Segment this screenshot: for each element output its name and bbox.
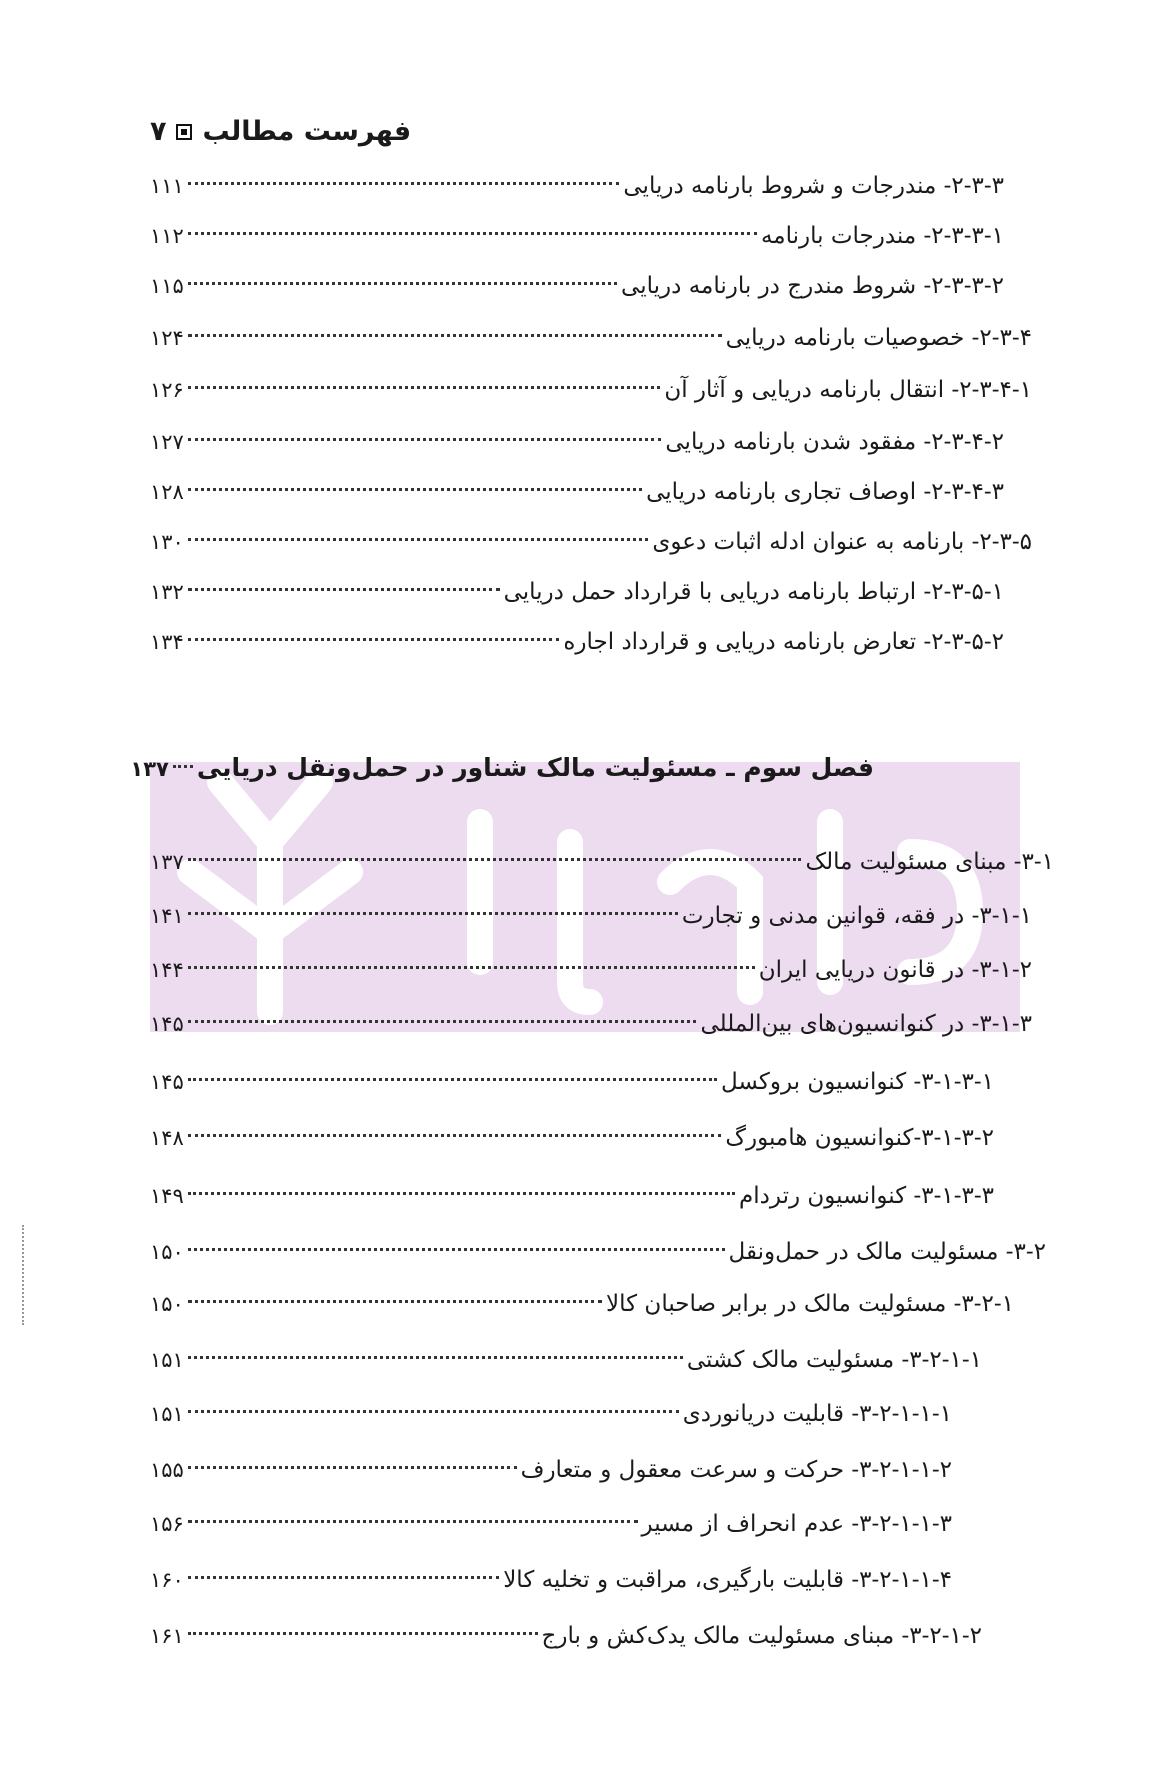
toc-entry-page: ۱۵۰ bbox=[150, 1240, 184, 1264]
toc-entry-page: ۱۱۵ bbox=[150, 274, 184, 298]
toc-entry-label: ۲-۳-۴-۱- انتقال بارنامه دریایی و آثار آن bbox=[664, 377, 1032, 403]
toc-entry-label: ۳-۱-۳-۲-کنوانسیون هامبورگ bbox=[725, 1125, 994, 1151]
toc-entry[interactable] bbox=[150, 266, 1004, 306]
toc-entry-label: ۳-۱-۳- در کنوانسیون‌های بین‌المللی bbox=[700, 1011, 1032, 1037]
toc-entry-label: ۲-۳-۴- خصوصیات بارنامه دریایی bbox=[725, 325, 1032, 351]
toc-entry-label: ۲-۳-۵-۱- ارتباط بارنامه دریایی با قرارداد حمل دریایی bbox=[503, 579, 1004, 605]
toc-entry-page: ۱۴۱ bbox=[150, 904, 184, 928]
toc-entry[interactable] bbox=[150, 1450, 952, 1490]
dot-leader bbox=[188, 1020, 697, 1023]
toc-entry[interactable] bbox=[150, 522, 1032, 562]
dot-leader bbox=[188, 1520, 638, 1523]
header-title: فهرست مطالب bbox=[202, 116, 412, 147]
toc-entry-label: ۳-۲-۱-۱- مسئولیت مالک کشتی bbox=[686, 1347, 982, 1373]
toc-entry-page: ۱۶۰ bbox=[150, 1568, 184, 1592]
toc-entry-label: ۳-۱-۱- در فقه، قوانین مدنی و تجارت bbox=[681, 903, 1032, 929]
chapter-page: ۱۳۷ bbox=[130, 757, 169, 781]
dot-leader bbox=[188, 1078, 717, 1081]
toc-entry-label: ۳-۲-۱-۱-۴- قابلیت بارگیری، مراقبت و تخلیه کالا bbox=[503, 1567, 952, 1593]
square-bullet-icon bbox=[176, 124, 192, 140]
dot-leader bbox=[188, 1576, 499, 1579]
toc-entry-label: ۳-۱-۳-۱- کنوانسیون بروکسل bbox=[720, 1069, 994, 1095]
toc-entry[interactable] bbox=[150, 318, 1032, 358]
toc-entry-page: ۱۴۸ bbox=[150, 1126, 184, 1150]
toc-entry-page: ۱۳۷ bbox=[150, 850, 184, 874]
toc-entry-page: ۱۵۱ bbox=[150, 1402, 184, 1426]
toc-entry-label: ۲-۳-۴-۳- اوصاف تجاری بارنامه دریایی bbox=[646, 479, 1004, 505]
toc-entry[interactable] bbox=[150, 1176, 994, 1216]
dot-leader bbox=[188, 232, 757, 235]
toc-entry[interactable] bbox=[150, 1340, 982, 1380]
toc-entry-page: ۱۳۲ bbox=[150, 580, 184, 604]
toc-entry[interactable] bbox=[150, 216, 1004, 256]
dot-leader bbox=[188, 858, 802, 861]
header-page-number: ۷ bbox=[150, 116, 167, 147]
toc-entry-page: ۱۱۲ bbox=[150, 224, 184, 248]
toc-entry-page: ۱۲۸ bbox=[150, 480, 184, 504]
toc-entry[interactable] bbox=[150, 1616, 982, 1656]
toc-entry-label: ۲-۳-۵-۲- تعارض بارنامه دریایی و قرارداد اجاره bbox=[563, 629, 1004, 655]
toc-entry-label: ۲-۳-۳-۲- شروط مندرج در بارنامه دریایی bbox=[621, 273, 1004, 299]
dot-leader bbox=[188, 1410, 679, 1413]
dot-leader bbox=[188, 538, 649, 541]
toc-entry-page: ۱۵۱ bbox=[150, 1348, 184, 1372]
toc-entry[interactable] bbox=[150, 896, 1032, 936]
toc-entry-label: ۳-۲- مسئولیت مالک در حمل‌ونقل bbox=[728, 1239, 1046, 1265]
toc-entry[interactable] bbox=[150, 622, 1004, 662]
toc-entry[interactable] bbox=[150, 1062, 994, 1102]
toc-entry-page: ۱۵۵ bbox=[150, 1458, 184, 1482]
toc-entry[interactable] bbox=[150, 950, 1032, 990]
dot-leader bbox=[188, 1356, 683, 1359]
toc-entry[interactable] bbox=[150, 1560, 952, 1600]
dot-leader bbox=[188, 1300, 602, 1303]
toc-entry-label: ۳-۲-۱-۲- مبنای مسئولیت مالک یدک‌کش و بارج bbox=[541, 1623, 982, 1649]
toc-entry[interactable] bbox=[150, 472, 1004, 512]
dot-leader bbox=[188, 438, 662, 441]
dot-leader bbox=[188, 588, 500, 591]
toc-entry-label: ۳-۱-۲- در قانون دریایی ایران bbox=[758, 957, 1032, 983]
toc-entry-page: ۱۲۷ bbox=[150, 430, 184, 454]
dot-leader bbox=[188, 966, 755, 969]
dot-leader bbox=[188, 1192, 735, 1195]
chapter-title: فصل سوم ـ مسئولیت مالک شناور در حمل‌ونقل دریایی bbox=[196, 753, 874, 782]
toc-entry-page: ۱۴۴ bbox=[150, 958, 184, 982]
toc-entry-label: ۳-۲-۱-۱-۳- عدم انحراف از مسیر bbox=[641, 1511, 952, 1537]
page-header bbox=[150, 116, 411, 147]
toc-entry[interactable] bbox=[150, 1394, 952, 1434]
toc-entry-page: ۱۱۱ bbox=[150, 174, 184, 198]
toc-entry-label: ۳-۱-۳-۳- کنوانسیون رتردام bbox=[739, 1183, 994, 1209]
chapter-heading[interactable] bbox=[130, 748, 874, 788]
toc-entry-page: ۱۳۴ bbox=[150, 630, 184, 654]
toc-entry[interactable] bbox=[150, 572, 1004, 612]
toc-entry-page: ۱۵۶ bbox=[150, 1512, 184, 1536]
dot-leader bbox=[188, 488, 642, 491]
toc-entry[interactable] bbox=[150, 370, 1032, 410]
toc-entry-label: ۲-۳-۵- بارنامه به عنوان ادله اثبات دعوی bbox=[652, 529, 1032, 555]
dot-leader bbox=[188, 1134, 722, 1137]
toc-entry-page: ۱۴۵ bbox=[150, 1012, 184, 1036]
toc-entry[interactable] bbox=[150, 422, 1004, 462]
dot-leader bbox=[188, 912, 678, 915]
toc-entry-label: ۳-۱- مبنای مسئولیت مالک bbox=[805, 849, 1054, 875]
toc-entry[interactable] bbox=[150, 1284, 1014, 1324]
toc-entry-label: ۲-۳-۳- مندرجات و شروط بارنامه دریایی bbox=[623, 173, 1004, 199]
toc-entry-page: ۱۳۰ bbox=[150, 530, 184, 554]
toc-entry-page: ۱۴۵ bbox=[150, 1070, 184, 1094]
toc-entry-label: ۲-۳-۴-۲- مفقود شدن بارنامه دریایی bbox=[665, 429, 1004, 455]
toc-entry-page: ۱۶۱ bbox=[150, 1624, 184, 1648]
dot-leader bbox=[173, 765, 193, 768]
toc-entry-label: ۳-۲-۱- مسئولیت مالک در برابر صاحبان کالا bbox=[606, 1291, 1014, 1317]
dot-leader bbox=[188, 386, 660, 389]
toc-entry-page: ۱۴۹ bbox=[150, 1184, 184, 1208]
dot-leader bbox=[188, 334, 722, 337]
scan-margin-mark bbox=[22, 1225, 26, 1325]
toc-entry-label: ۲-۳-۳-۱- مندرجات بارنامه bbox=[760, 223, 1004, 249]
toc-entry-label: ۳-۲-۱-۱-۱- قابلیت دریانوردی bbox=[682, 1401, 952, 1427]
toc-entry-page: ۱۲۴ bbox=[150, 326, 184, 350]
toc-entry[interactable] bbox=[150, 1118, 994, 1158]
dot-leader bbox=[188, 1632, 538, 1635]
dot-leader bbox=[188, 1466, 517, 1469]
toc-entry-label: ۳-۲-۱-۱-۲- حرکت و سرعت معقول و متعارف bbox=[520, 1457, 952, 1483]
dot-leader bbox=[188, 1248, 725, 1251]
dot-leader bbox=[188, 638, 560, 641]
toc-entry[interactable] bbox=[150, 842, 1054, 882]
toc-entry[interactable] bbox=[150, 1232, 1046, 1272]
toc-entry[interactable] bbox=[150, 1004, 1032, 1044]
dot-leader bbox=[188, 182, 620, 185]
dot-leader bbox=[188, 282, 617, 285]
toc-entry[interactable] bbox=[150, 166, 1004, 206]
toc-entry[interactable] bbox=[150, 1504, 952, 1544]
toc-entry-page: ۱۲۶ bbox=[150, 378, 184, 402]
toc-entry-page: ۱۵۰ bbox=[150, 1292, 184, 1316]
